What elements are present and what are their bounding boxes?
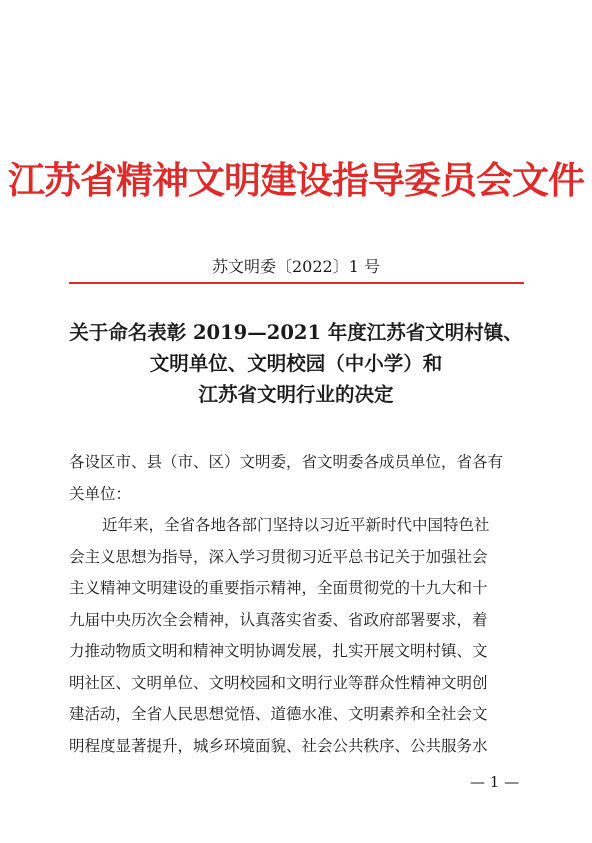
- paragraph-line: 明社区、文明单位、文明校园和文明行业等群众性精神文明创: [69, 673, 488, 692]
- paragraph-line: 九届中央历次全会精神，认真落实省委、省政府部署要求，着: [69, 610, 488, 629]
- title-line: 文明单位、文明校园（中小学）和: [149, 352, 443, 375]
- issuing-authority-title: 江苏省精神文明建设指导委员会文件: [8, 158, 584, 202]
- document-number: 苏文明委〔2022〕1 号: [212, 257, 380, 276]
- salutation-line: 关单位：: [69, 484, 132, 503]
- paragraph-line: 明程度显著提升，城乡环境面貌、社会公共秩序、公共服务水: [69, 736, 488, 755]
- salutation-line: 各设区市、县（市、区）文明委，省文明委各成员单位，省各有: [69, 453, 504, 471]
- paragraph-line: 近年来，全省各地各部门坚持以习近平新时代中国特色社: [102, 516, 490, 534]
- page-number: — 1 —: [470, 773, 520, 791]
- paragraph-line: 会主义思想为指导，深入学习贯彻习近平总书记关于加强社会: [69, 547, 488, 566]
- document-body: [69, 447, 529, 762]
- title-line: 关于命名表彰 2019—2021 年度江苏省文明村镇、: [69, 321, 523, 344]
- paragraph-line: 建活动，全省人民思想觉悟、道德水准、文明素养和全社会文: [69, 705, 488, 723]
- paragraph-line: 主义精神文明建设的重要指示精神，全面贯彻党的十九大和十: [69, 579, 488, 597]
- red-divider-line: [69, 282, 524, 284]
- title-line: 江苏省文明行业的决定: [198, 383, 394, 406]
- paragraph-line: 力推动物质文明和精神文明协调发展，扎实开展文明村镇、文: [69, 642, 488, 660]
- document-title: [20, 317, 572, 410]
